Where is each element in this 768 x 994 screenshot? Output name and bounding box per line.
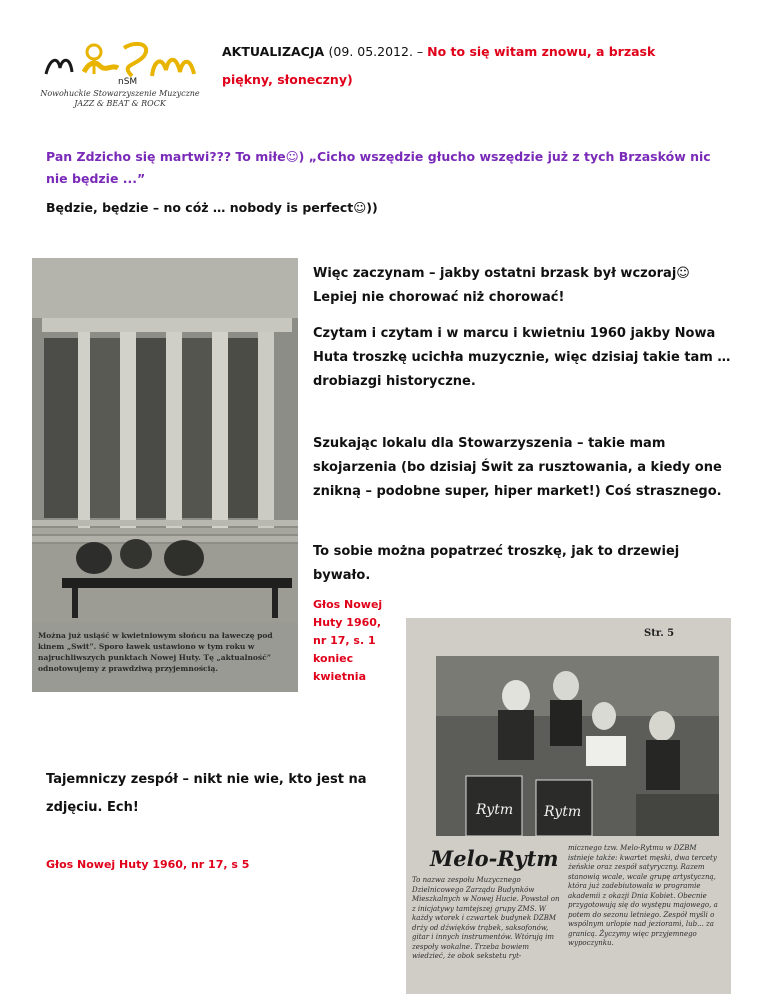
clipping-column-1: To nazwa zespołu Muzycznego Dzielnicowego Zarządu Budynków Mieszkalnych w Nowej Hucie. Powstał on z inicjatywy tamtejszej grupy ZMS. W każdy wtorek i czwartek budynek DZBM drży od dźwięków trąbek, saksofonów, gitar i innych instrumentów. Wtórują im zespoły wokalne. Trzeba bowiem wiedzieć, że obok sekstetu ryt- [412, 876, 560, 960]
intro-line: Będzie, będzie – no cóż … nobody is perfect☺)) [46, 200, 378, 215]
source-note-1: Głos Nowej Huty 1960, nr 17, s. 1 koniec kwietnia [313, 598, 383, 683]
paragraph-4: To sobie można popatrzeć troszkę, jak to drzewiej bywało. [313, 544, 680, 583]
update-prefix: AKTUALIZACJA [222, 44, 325, 59]
update-header [222, 38, 702, 94]
paragraph-3: Szukając lokalu dla Stowarzyszenia – takie mam skojarzenia (bo dzisiaj Świt za rusztowania, a kiedy one znikną – podobne super, hiper market!) Coś strasznego. [313, 436, 722, 499]
band-photo [436, 656, 719, 836]
band-mystery-text: Tajemniczy zespół – nikt nie wie, kto jest na zdjęciu. Ech! [46, 772, 367, 815]
drum-logo-right: Rytm [544, 804, 582, 820]
svg-text:nSM: nSM [118, 77, 138, 87]
paragraph-2: Czytam i czytam i w marcu i kwietniu 1960 jakby Nowa Huta troszkę ucichła muzycznie, więc dzisiaj takie tam … drobiazgi historyczne. [313, 326, 731, 389]
update-date: (09. 05.2012. – [328, 44, 428, 59]
intro-purple-text: Pan Zdzicho się martwi??? To miłe☺) „Cicho wszędzie głucho wszędzie już z tych Brzasków nic nie będzie ...” [46, 149, 711, 186]
band-image [436, 656, 719, 836]
logo-subtitle: Nowohuckie Stowarzyszenie Muzyczne [40, 89, 200, 98]
cinema-photo-caption: Można już usiąść w kwietniowym słońcu na ławeczę pod kinem „Swit”. Sporo ławek ustawiono w tym roku w najruchliwszych punktach Nowej Huty. Tę „aktualność” odnotowujemy z prawdziwą przyjemnością. [38, 631, 273, 673]
logo-mark [40, 38, 200, 90]
newspaper-clipping [406, 618, 731, 994]
source-note-2: Głos Nowej Huty 1960, nr 17, s 5 [46, 858, 250, 871]
cinema-photo [32, 258, 298, 692]
paragraph-1: Więc zaczynam – jakby ostatni brzask był wczoraj☺ Lepiej nie chorować niż chorować! [313, 266, 690, 305]
cinema-building-image [32, 258, 298, 623]
clipping-column-2: micznego tzw. Melo-Rytmu w DZBM istnieje także: kwartet męski, dwa tercety żeńskie oraz zespół satyryczny. Razem stanowią wcale, wcale grupę artystyczną, która już zadebiutowała w programie akademii z okazji Dnia Kobiet. Obecnie przygotowują się do występu majowego, a potem do sezonu letniego. Zespół myśli o wspólnym urlopie nad jeziorami, lub... za granicą. Życzymy więc przyjemnego wypoczynku. [568, 844, 718, 947]
drum-logo-left: Rytm [476, 802, 514, 818]
update-title: No to się witam znowu, a brzask piękny, słoneczny) [222, 44, 656, 87]
logo [40, 38, 200, 110]
logo-tagline: JAZZ & BEAT & ROCK [74, 99, 166, 108]
clipping-title: Melo-Rytm [430, 846, 559, 871]
clipping-page-number: Str. 5 [644, 628, 675, 639]
